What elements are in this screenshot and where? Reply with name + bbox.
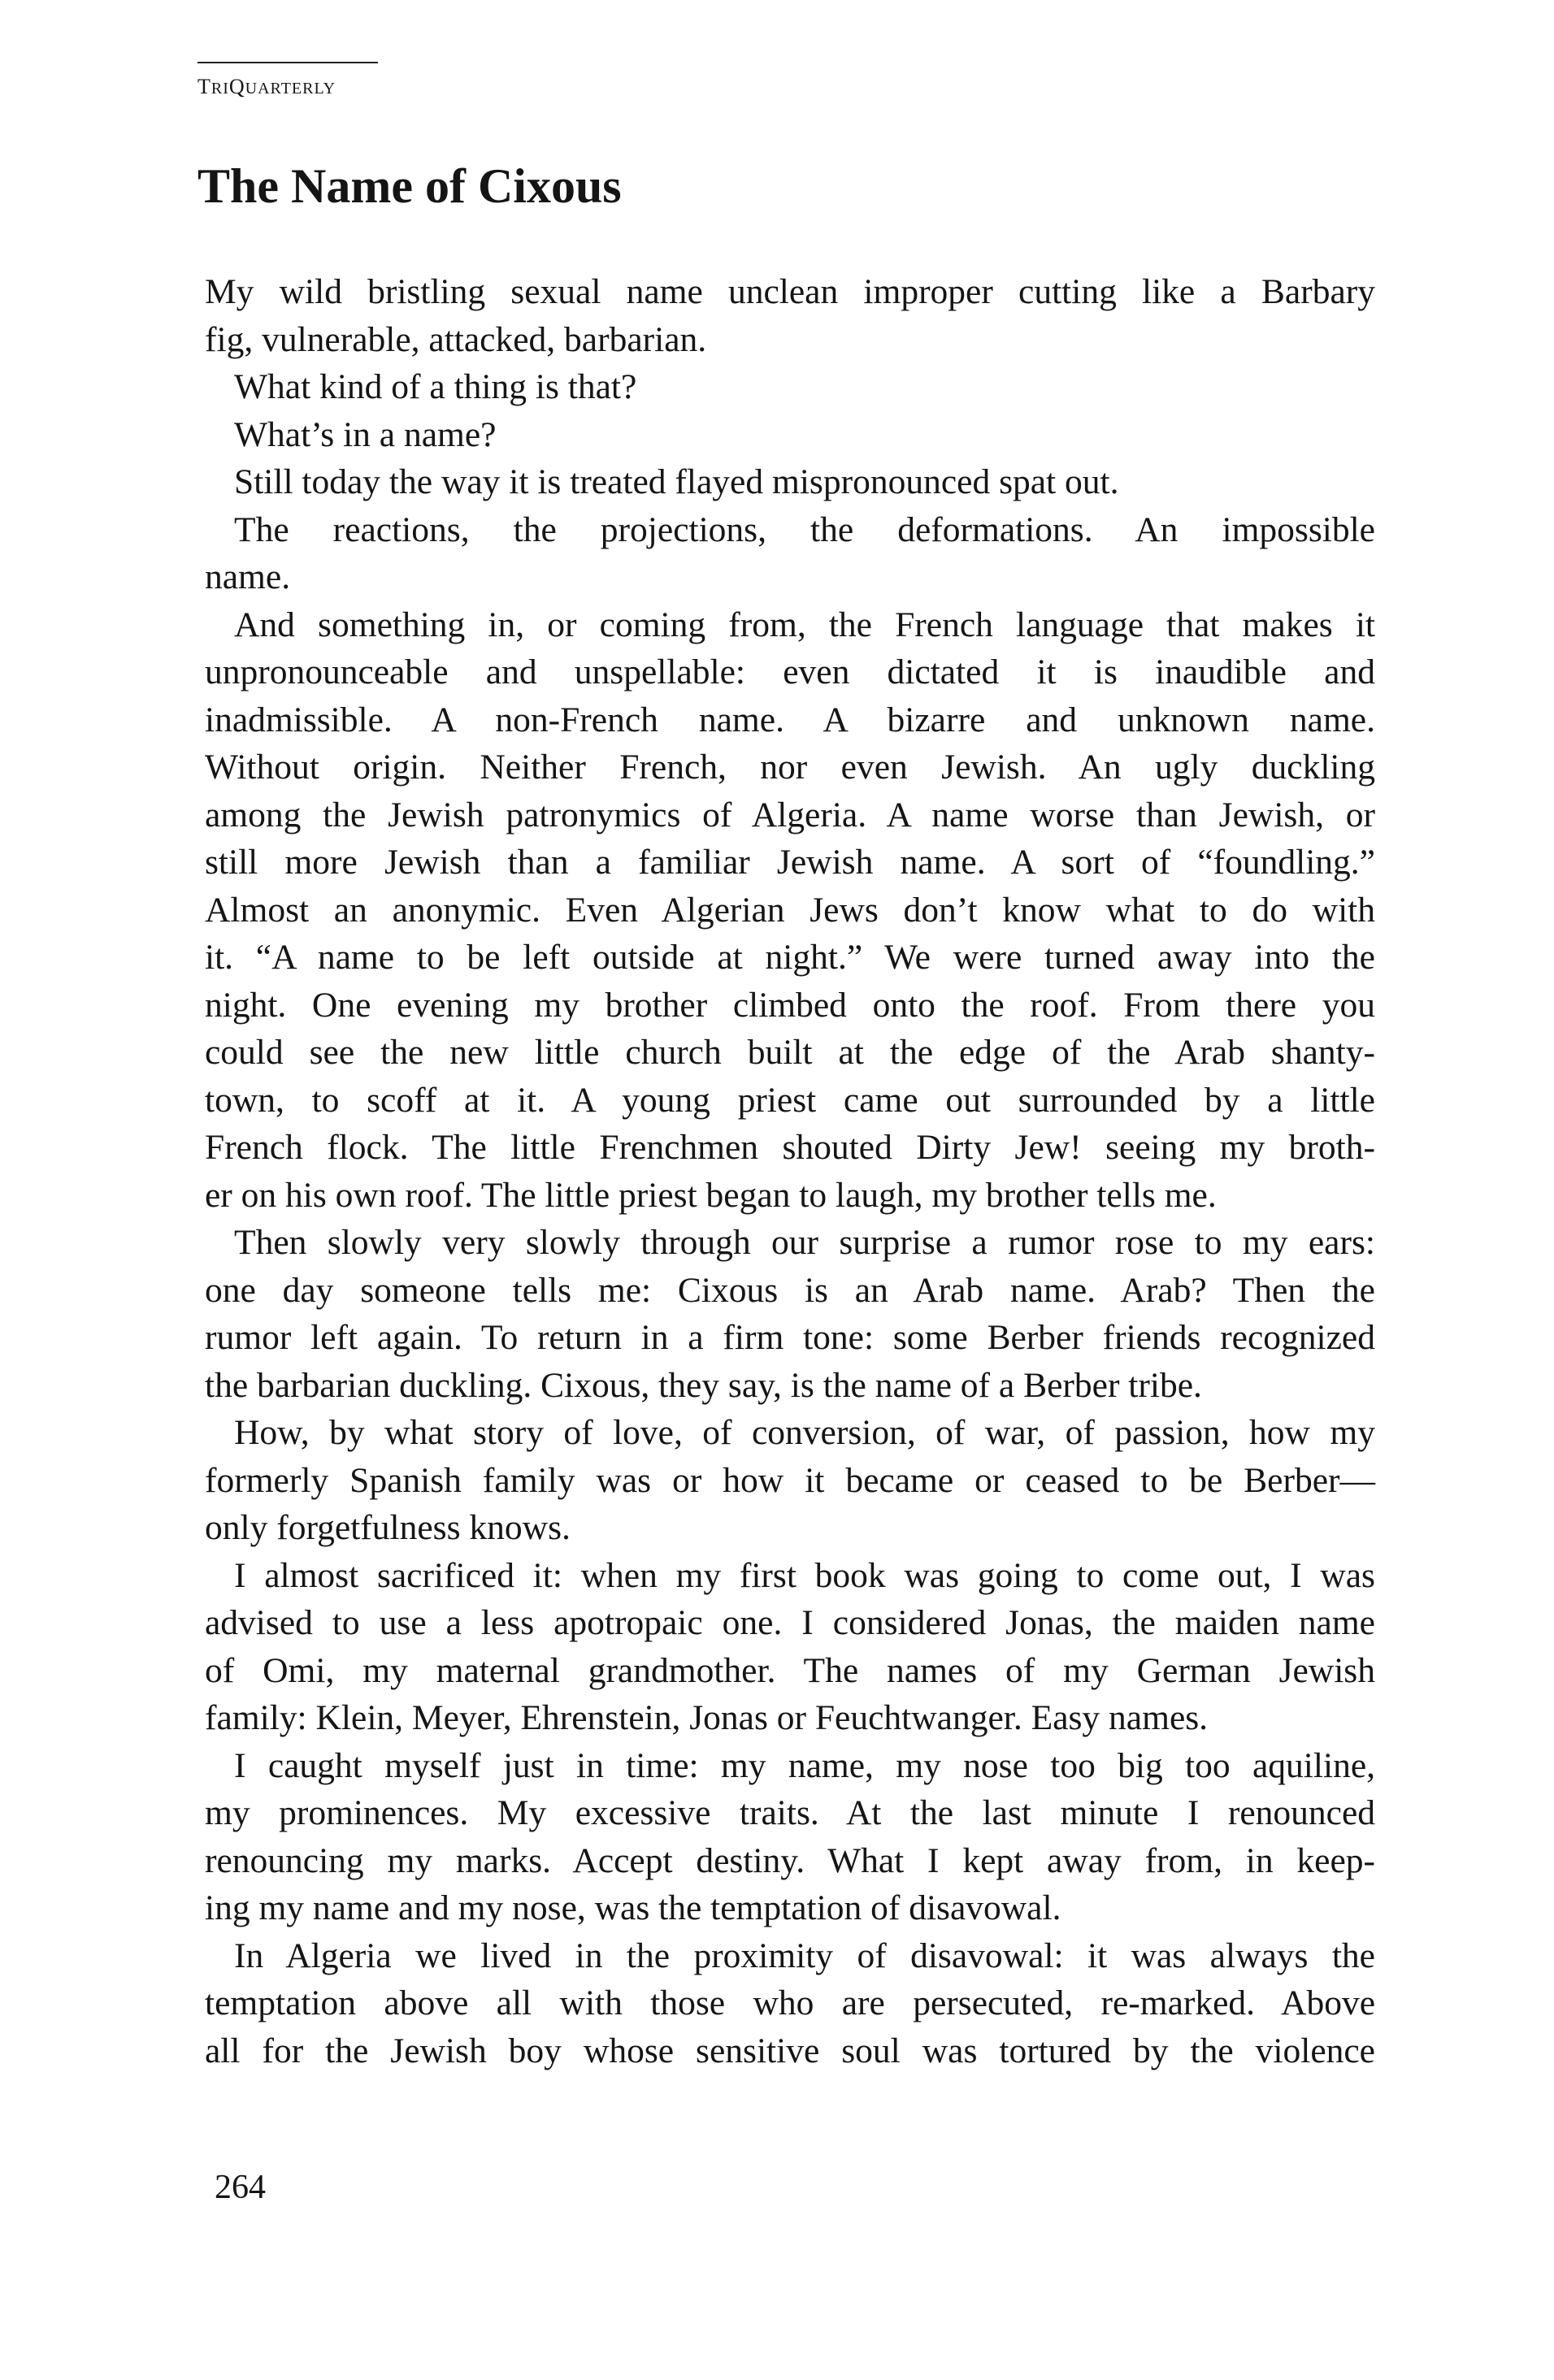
text-line: In Algeria we lived in the proximity of disavowal: it was always the	[234, 1936, 1375, 1975]
text-line: my prominences. My excessive traits. At the last minute I renounced	[205, 1793, 1375, 1832]
text-line: of Omi, my maternal grandmother. The names of my German Jewish	[205, 1650, 1375, 1690]
text-line: formerly Spanish family was or how it became or ceased to be Berber—	[205, 1460, 1375, 1500]
text-line: among the Jewish patronymics of Algeria. A name worse than Jewish, or	[205, 795, 1375, 835]
text-line: could see the new little church built at the edge of the Arab shanty-	[205, 1033, 1375, 1072]
page-number: 264	[215, 2169, 266, 2206]
text-line: Without origin. Neither French, nor even Jewish. An ugly duckling	[205, 748, 1375, 787]
text-line: What’s in a name?	[234, 414, 497, 454]
running-head-smallcaps-2: UARTERLY	[245, 80, 336, 98]
text-line: er on his own roof. The little priest began to laugh, my brother tells me.	[205, 1175, 1217, 1215]
text-line: I almost sacrificed it: when my first book was going to come out, I was	[234, 1555, 1375, 1595]
text-line: Almost an anonymic. Even Algerian Jews don’t know what to do with	[205, 890, 1375, 930]
essay-title: The Name of Cixous	[198, 159, 622, 213]
text-line: night. One evening my brother climbed onto the roof. From there you	[205, 985, 1375, 1025]
text-line: What kind of a thing is that?	[234, 367, 637, 406]
text-line: family: Klein, Meyer, Ehrenstein, Jonas or Feuchtwanger. Easy names.	[205, 1698, 1209, 1737]
text-line: rumor left again. To return in a firm tone: some Berber friends recognized	[205, 1318, 1375, 1357]
text-line: The reactions, the projections, the deformations. An impossible	[234, 509, 1375, 549]
text-line: town, to scoff at it. A young priest came out surrounded by a little	[205, 1080, 1375, 1120]
text-line: still more Jewish than a familiar Jewish name. A sort of “foundling.”	[205, 843, 1375, 882]
text-line: only forgetfulness knows.	[205, 1508, 571, 1547]
running-head-initial: T	[198, 75, 211, 98]
text-line: inadmissible. A non-French name. A bizarre and unknown name.	[205, 700, 1375, 739]
text-line: How, by what story of love, of conversion, of war, of passion, how my	[234, 1413, 1375, 1452]
text-line: name.	[205, 557, 291, 596]
body-text	[205, 268, 1375, 2074]
text-line: Then slowly very slowly through our surprise a rumor rose to my ears:	[234, 1223, 1375, 1262]
text-line: all for the Jewish boy whose sensitive soul was tortured by the violence	[205, 2031, 1375, 2070]
running-head-smallcaps-1: RI	[211, 80, 229, 98]
text-line: it. “A name to be left outside at night.” We were turned away into the	[205, 938, 1375, 977]
text-line: ing my name and my nose, was the temptation of disavowal.	[205, 1888, 1061, 1927]
text-line: And something in, or coming from, the French language that makes it	[234, 605, 1375, 644]
text-line: French flock. The little Frenchmen shouted Dirty Jew! seeing my broth-	[205, 1128, 1375, 1167]
text-line: the barbarian duckling. Cixous, they say, is the name of a Berber tribe.	[205, 1365, 1202, 1405]
text-line: advised to use a less apotropaic one. I considered Jonas, the maiden name	[205, 1603, 1375, 1642]
text-line: I caught myself just in time: my name, my nose too big too aquiline,	[234, 1745, 1375, 1785]
text-line: My wild bristling sexual name unclean improper cutting like a Barbary	[205, 272, 1375, 311]
text-line: renouncing my marks. Accept destiny. What I kept away from, in keep-	[205, 1840, 1375, 1880]
text-line: fig, vulnerable, attacked, barbarian.	[205, 319, 707, 359]
running-head	[198, 62, 378, 99]
running-head-q: Q	[228, 75, 245, 98]
text-line: temptation above all with those who are persecuted, re-marked. Above	[205, 1983, 1375, 2022]
text-line: one day someone tells me: Cixous is an Arab name. Arab? Then the	[205, 1270, 1375, 1310]
text-line: Still today the way it is treated flayed mispronounced spat out.	[234, 462, 1119, 501]
text-line: unpronounceable and unspellable: even dictated it is inaudible and	[205, 652, 1375, 691]
